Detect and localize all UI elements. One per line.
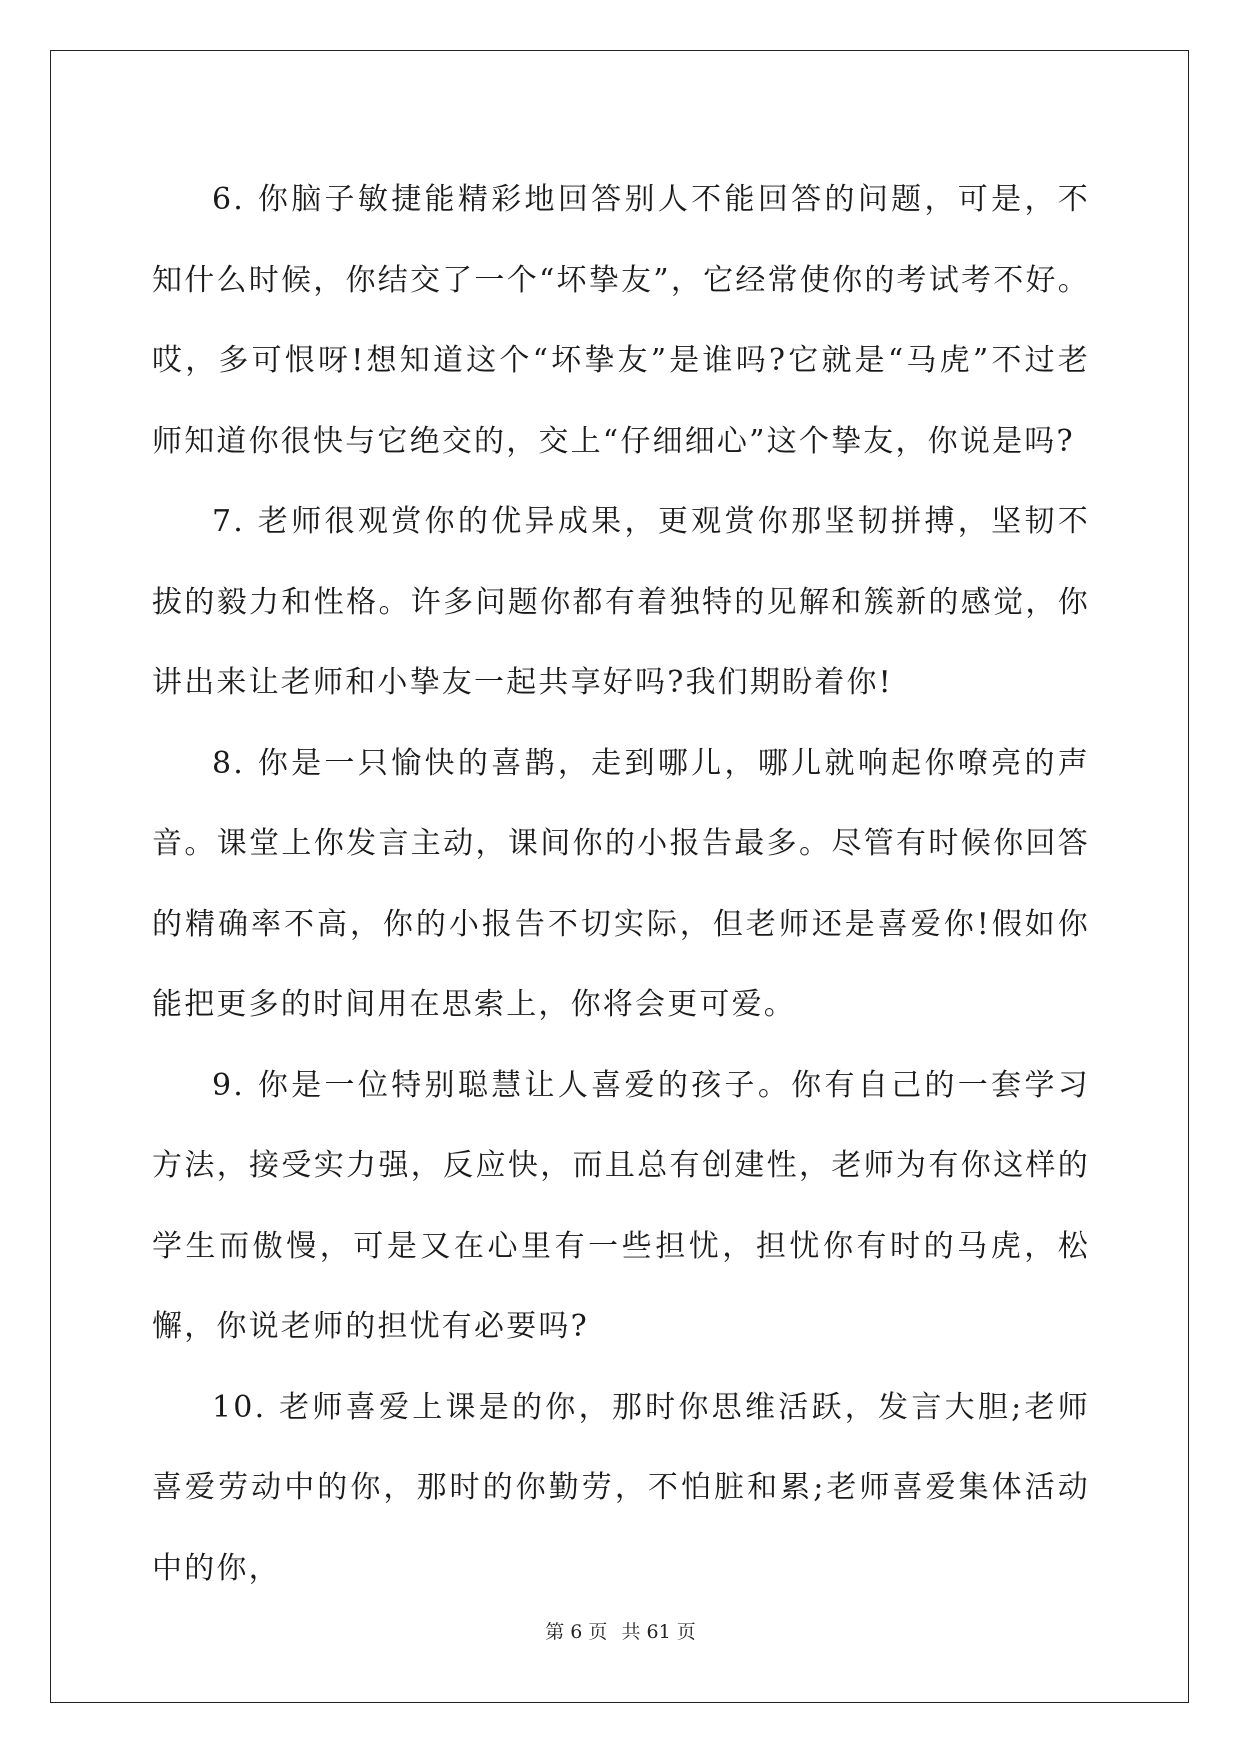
total-pages: 共 61 页	[621, 1621, 696, 1643]
paragraph-9: 9. 你是一位特别聪慧让人喜爱的孩子。你有自己的一套学习方法，接受实力强，反应快，而且总有创建性，老师为有你这样的学生而傲慢，可是又在心里有一些担忧，担忧你有时的马虎，松懈，你说老师的担忧有必要吗?	[152, 1067, 1090, 1344]
paragraph-10: 10. 老师喜爱上课是的你，那时你思维活跃，发言大胆;老师喜爱劳动中的你，那时的你勤劳，不怕脏和累;老师喜爱集体活动中的你，	[152, 1389, 1090, 1586]
paragraph-8: 8. 你是一只愉快的喜鹊，走到哪儿，哪儿就响起你嘹亮的声音。课堂上你发言主动，课间你的小报告最多。尽管有时候你回答的精确率不高，你的小报告不切实际，但老师还是喜爱你!假如你能把更多的时间用在思索上，你将会更可爱。	[152, 745, 1090, 1022]
document-body	[152, 160, 1090, 1609]
page-number: 第 6 页	[545, 1621, 608, 1643]
page-footer	[0, 1617, 1241, 1644]
paragraph-7: 7. 老师很观赏你的优异成果，更观赏你那坚韧拼搏，坚韧不拔的毅力和性格。许多问题你都有着独特的见解和簇新的感觉，你讲出来让老师和小挚友一起共享好吗?我们期盼着你!	[152, 504, 1090, 700]
paragraph-6: 6. 你脑子敏捷能精彩地回答别人不能回答的问题，可是，不知什么时候，你结交了一个“坏挚友”，它经常使你的考试考不好。哎，多可恨呀!想知道这个“坏挚友”是谁吗?它就是“马虎”不过老师知道你很快与它绝交的，交上“仔细细心”这个挚友，你说是吗?	[152, 182, 1090, 459]
